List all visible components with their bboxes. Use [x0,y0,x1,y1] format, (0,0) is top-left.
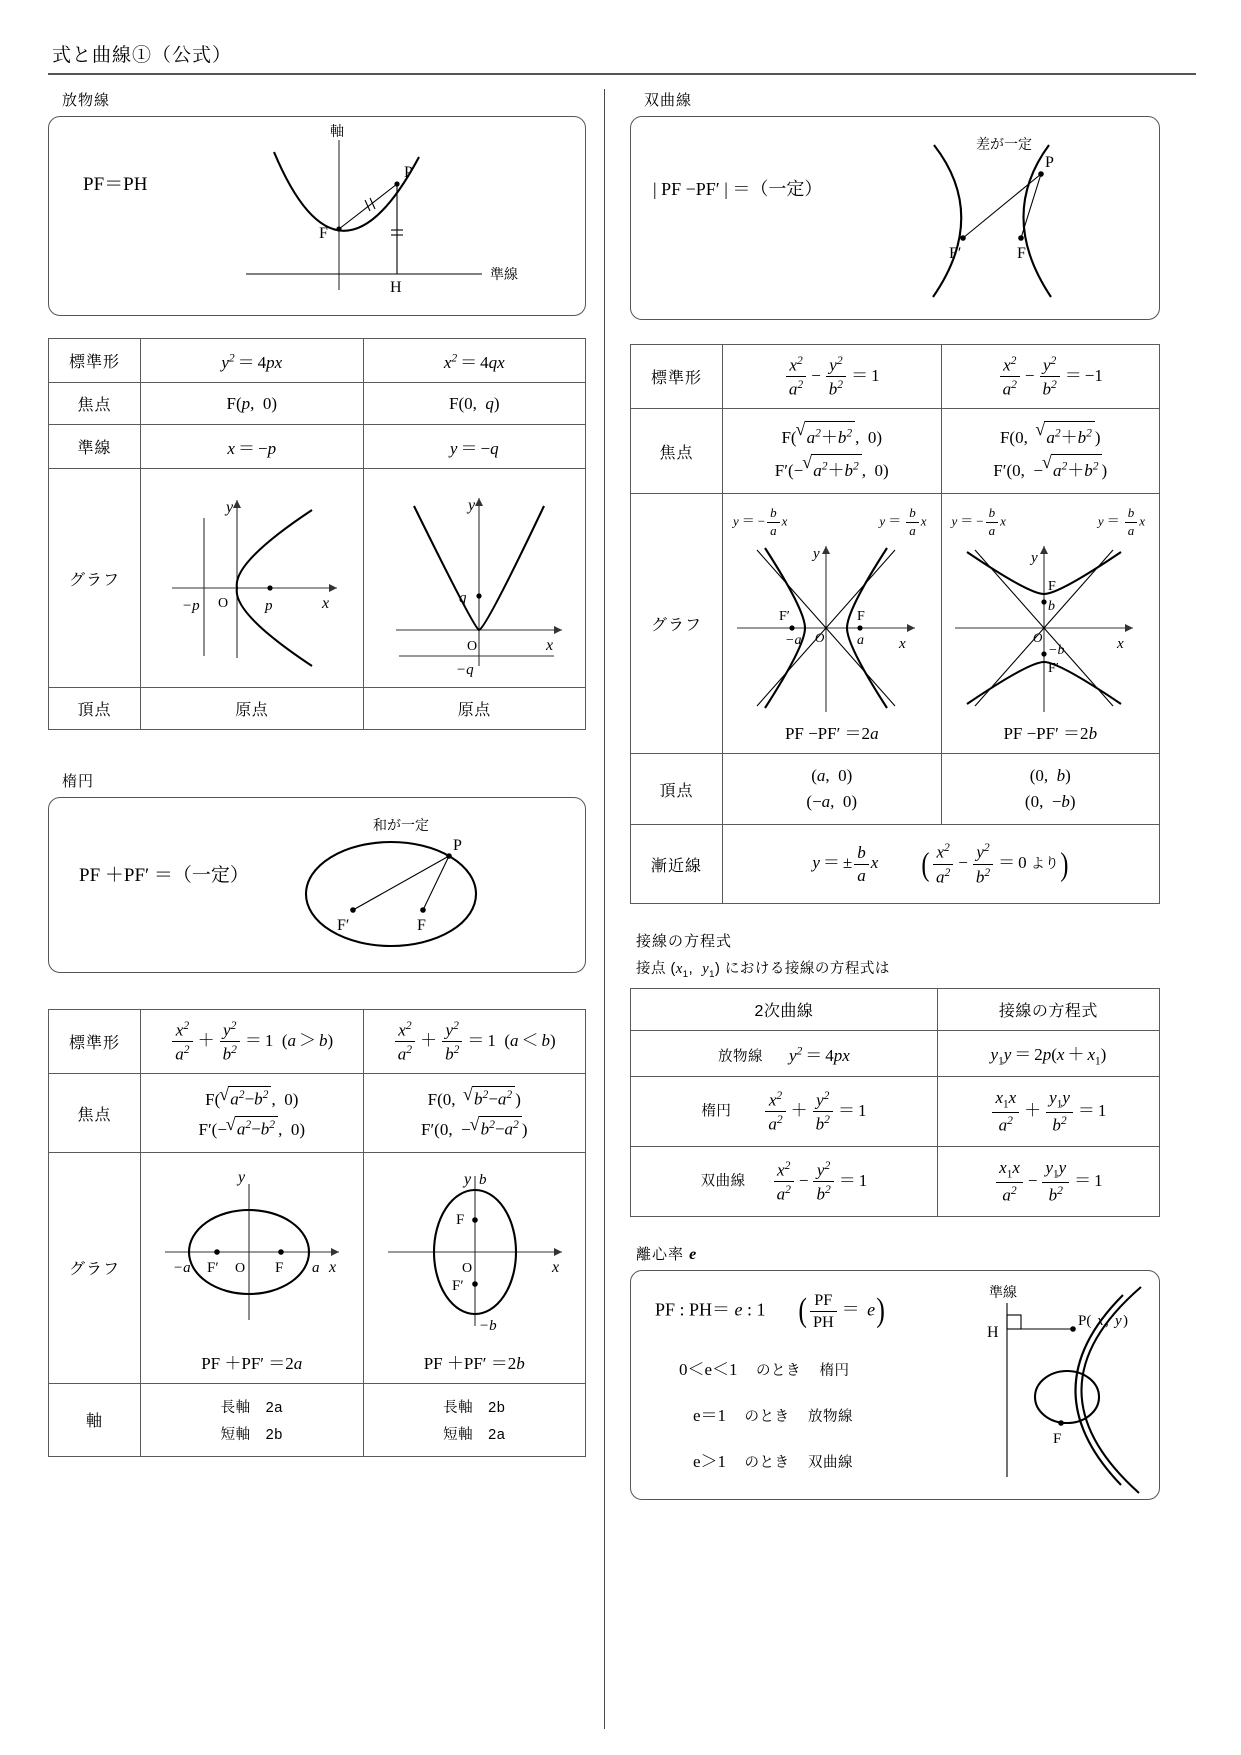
eccentricity-box [630,1270,1160,1500]
tangent-curve-name-ellipse: 楕円 [701,1103,732,1120]
svg-text:F′: F′ [451,1277,464,1294]
svg-text:x: x [321,595,329,612]
tangent-curve-hyperbola: 双曲線 $\frac{x^2}{a^2}$ − $\frac{y^2}{b^2}$ ＝ 1 [631,1147,938,1217]
tangent-curve-name-hyperbola: 双曲線 [700,1173,746,1190]
svg-text:): ) [1123,1313,1128,1330]
section-label-hyperbola: 双曲線 [644,92,693,109]
hyperbola-asymptote-label-pos-left: y ＝ $\frac{b}{a}$ x [879,504,927,538]
parabola-directrix-right: y ＝ −q [363,425,586,469]
parabola-vertex-right: 原点 [363,688,586,730]
svg-text:F′: F′ [337,917,350,934]
svg-text:F: F [1053,1431,1062,1448]
right-column [604,89,1160,1729]
ellipse-foci-right: F(0, √ $b^2-a^2$ ) F′(0, − √ $b^2-a^2$ ) [363,1074,586,1152]
parabola-graph-left [141,469,364,688]
row-head-vertex: 頂点 [49,688,141,730]
tangent-eq-hyperbola: $\frac{x_1x}{a^2}$ − $\frac{y_1y}{b^2}$ ＝ 1 [937,1147,1159,1217]
hyperbola-vertices-left: (a, 0) (−a, 0) [723,754,942,825]
svg-text:−a: −a [784,632,802,648]
ellipse-minor-axis-left: 短軸 2b [220,1426,283,1443]
svg-text:差が一定: 差が一定 [976,136,1032,152]
ellipse-graph-left-svg [149,1162,354,1337]
title-divider [48,73,1196,75]
svg-text:x: x [1097,1313,1104,1330]
ellipse-minor-axis-right: 短軸 2a [443,1426,506,1443]
hyperbola-graph-caption-right: PF −PF′ ＝2b [1003,723,1098,743]
svg-text:F′: F′ [207,1259,219,1276]
eccentricity-ratio: PF : PH＝ e : 1 ( $\frac{PF}{PH}$ ＝ e) [655,1291,886,1331]
svg-text:F: F [455,1211,465,1228]
case-0-result: 楕円 [819,1363,850,1380]
row-head-focus: 焦点 [631,409,723,494]
hyperbola-graph-right [941,494,1160,754]
hyperbola-graph-caption-left: PF −PF′ ＝2a [784,723,879,743]
svg-text:y: y [1115,1313,1122,1330]
ellipse-definition-diagram [281,802,541,972]
row-head-graph: グラフ [631,494,723,754]
hyperbola-standard-right: $\frac{x^2}{a^2}$ − $\frac{y^2}{b^2}$ ＝ −1 [941,345,1160,409]
table-row [631,409,1160,494]
row-head-vertex: 頂点 [631,754,723,825]
ellipse-standard-right: $\frac{x^2}{a^2}$ ＋ $\frac{y^2}{b^2}$ ＝ 1 (a ＜ b) [363,1010,586,1074]
svg-text:P: P [404,164,413,181]
tangent-curve-ellipse: 楕円 $\frac{x^2}{a^2}$ ＋ $\frac{y^2}{b^2}$ ＝ 1 [631,1077,938,1147]
hyperbola-asymptote-label-neg-right: y ＝ − $\frac{b}{a}$ x [951,504,1006,538]
svg-text:O: O [235,1260,246,1276]
row-head-standard-form: 標準形 [49,1010,141,1074]
case-2-result: 双曲線 [808,1455,854,1472]
hyperbola-graph-left-svg [727,540,937,720]
svg-text:O: O [217,596,228,611]
table-row [631,1147,1160,1217]
tangent-header-equation: 接線の方程式 [937,988,1159,1030]
tangent-intro: 接点 ($x_1$, $y_1$) における接線の方程式は [636,960,890,980]
two-column-layout [48,89,1196,1729]
table-row [49,688,586,730]
ellipse-graph-left [141,1152,364,1383]
svg-text:和が一定: 和が一定 [373,817,429,833]
ellipse-axis-left [141,1383,364,1456]
left-column [48,89,604,1729]
svg-text:y: y [225,499,233,516]
tangent-eq-parabola: $y_1y = 2p(x + x_1)$ [937,1030,1159,1076]
ellipse-foci-left: F( √ $a^2-b^2$ , 0) F′(− √ $a^2-b^2$ , 0) [141,1074,364,1152]
svg-text:F′: F′ [949,245,962,262]
svg-text:軸: 軸 [330,123,344,139]
row-head-standard-form: 標準形 [49,339,141,383]
parabola-focus-left: F(p, 0) [141,383,364,425]
svg-text:P(: P( [1078,1313,1092,1330]
table-row [631,825,1160,903]
ellipse-major-axis-left: 長軸 2a [220,1399,283,1416]
svg-text:F: F [275,1259,284,1276]
svg-text:準線: 準線 [490,266,518,282]
hyperbola-foci-left: F( √ $a^2+b^2$ , 0) F′(− √ $a^2+b^2$ , 0) [723,409,942,494]
svg-text:F: F [1048,578,1057,594]
row-head-graph: グラフ [49,469,141,688]
svg-text:O: O [461,1260,472,1276]
case-1-word: のとき [744,1409,790,1426]
section-label-eccentricity: 離心率 e [636,1246,698,1264]
svg-text:x: x [329,1258,337,1276]
section-label-tangent: 接線の方程式 [636,932,733,950]
hyperbola-definition-box [630,116,1160,320]
tangent-curve-name-parabola: 放物線 [717,1048,763,1065]
svg-text:F: F [319,225,328,242]
svg-text:a: a [312,1259,320,1276]
svg-text:−a: −a [173,1259,191,1276]
svg-text:−b: −b [1048,642,1065,658]
table-row [631,345,1160,409]
eccentricity-case-1 [693,1401,853,1426]
case-0-word: のとき [756,1363,802,1380]
tangent-header-curve: 2次曲線 [631,988,938,1030]
svg-text:O: O [814,629,825,645]
svg-text:a: a [856,632,864,648]
table-row [49,1152,586,1383]
tangent-table [630,988,1160,1217]
row-head-standard-form: 標準形 [631,345,723,409]
hyperbola-definition-text: | PF −PF′ | ＝（一定） [653,179,823,199]
row-head-focus: 焦点 [49,383,141,425]
ellipse-graph-right [363,1152,586,1383]
svg-text:y: y [468,497,476,514]
svg-text:P: P [453,837,462,854]
svg-text:F′: F′ [778,608,790,624]
case-2-condition: e＞1 [693,1452,727,1472]
row-head-focus: 焦点 [49,1074,141,1152]
svg-text:,: , [1105,1313,1109,1330]
svg-text:H: H [390,279,402,296]
parabola-vertex-left: 原点 [141,688,364,730]
tangent-curve-parabola: 放物線 $y^2 = 4px$ [631,1030,938,1076]
table-row [49,1010,586,1074]
parabola-standard-right: $x^2 = 4qx$ [363,339,586,383]
eccentricity-label-text: 離心率 [636,1246,690,1264]
hyperbola-table [630,344,1160,904]
svg-text:x: x [546,637,554,654]
ellipse-graph-caption-right: PF ＋PF′ ＝2b [423,1353,525,1373]
parabola-definition-text: PF＝PH [83,174,148,195]
row-head-axis: 軸 [49,1383,141,1456]
parabola-focus-right: F(0, q) [363,383,586,425]
svg-text:x: x [1117,635,1124,652]
svg-text:y: y [1031,549,1038,566]
table-row [631,988,1160,1030]
case-1-condition: e＝1 [693,1406,727,1426]
hyperbola-asymptote-cell: y ＝ ± $\frac{b}{a}$ x ( $\frac{x^2}{a^2}$ − $\frac{y^2}{b^2}$ ＝ 0 より) [723,825,1160,903]
svg-text:b: b [1048,598,1056,614]
svg-text:−b: −b [478,1317,497,1334]
parabola-directrix-left: x ＝ −p [141,425,364,469]
section-label-parabola: 放物線 [62,92,111,109]
parabola-definition-box [48,116,586,316]
table-row [49,425,586,469]
table-row [631,1077,1160,1147]
hyperbola-standard-left: $\frac{x^2}{a^2}$ − $\frac{y^2}{b^2}$ ＝ 1 [723,345,942,409]
svg-text:y: y [812,545,820,562]
ellipse-definition-box [48,797,586,973]
table-row [49,339,586,383]
eccentricity-diagram [945,1277,1145,1497]
svg-text:b: b [478,1171,487,1188]
ellipse-standard-left: $\frac{x^2}{a^2}$ ＋ $\frac{y^2}{b^2}$ ＝ 1 (a ＞ b) [141,1010,364,1074]
ellipse-definition-text: PF ＋PF′ ＝（一定） [79,865,249,886]
svg-text:準線: 準線 [989,1284,1017,1301]
case-2-word: のとき [744,1455,790,1472]
parabola-standard-left: $y^2 = 4px$ [141,339,364,383]
hyperbola-foci-right: F(0, √ $a^2+b^2$ ) F′(0, − √ $a^2+b^2$ ) [941,409,1160,494]
section-label-ellipse: 楕円 [62,773,95,790]
ellipse-graph-caption-left: PF ＋PF′ ＝2a [201,1353,303,1373]
table-row [49,1383,586,1456]
parabola-table [48,338,586,730]
svg-text:−p: −p [181,598,200,614]
eccentricity-case-2 [693,1447,853,1472]
hyperbola-graph-left [723,494,942,754]
svg-text:q: q [459,590,467,606]
table-row [631,494,1160,754]
svg-text:O: O [1033,629,1043,645]
hyperbola-graph-right-svg [945,540,1155,720]
svg-text:−q: −q [456,662,474,678]
parabola-graph-right-svg [374,478,574,678]
ellipse-major-axis-right: 長軸 2b [443,1399,506,1416]
case-0-condition: 0＜e＜1 [679,1360,738,1380]
svg-text:P: P [1045,154,1054,171]
table-row [49,1074,586,1152]
svg-text:x: x [551,1258,559,1276]
svg-text:O: O [467,639,478,654]
page-title: 式と曲線①（公式） [52,45,233,66]
svg-text:x: x [898,635,906,652]
svg-text:F′: F′ [1048,660,1060,676]
parabola-definition-diagram [234,122,534,312]
svg-text:y: y [238,1168,246,1186]
svg-text:F: F [856,608,865,624]
parabola-graph-left-svg [152,478,352,678]
row-head-directrix: 準線 [49,425,141,469]
case-1-result: 放物線 [808,1409,854,1426]
svg-text:H: H [987,1324,999,1342]
hyperbola-asymptote-label-pos-right: y ＝ $\frac{b}{a}$ x [1097,504,1145,538]
svg-text:F: F [417,917,426,934]
svg-text:F: F [1017,245,1026,262]
table-row [631,1030,1160,1076]
svg-text:y: y [463,1170,471,1188]
eccentricity-case-0 [679,1355,850,1380]
svg-text:p: p [264,598,273,614]
table-row [631,754,1160,825]
hyperbola-asymptote-label-neg-left: y ＝ − $\frac{b}{a}$ x [733,504,788,538]
ellipse-table [48,1009,586,1457]
tangent-eq-ellipse: $\frac{x_1x}{a^2}$ ＋ $\frac{y_1y}{b^2}$ ＝ 1 [937,1077,1159,1147]
row-head-graph: グラフ [49,1152,141,1383]
hyperbola-vertices-right: (0, b) (0, −b) [941,754,1160,825]
table-row [49,383,586,425]
ellipse-graph-right-svg [372,1162,577,1337]
parabola-graph-right [363,469,586,688]
table-row [49,469,586,688]
ellipse-axis-right [363,1383,586,1456]
row-head-asymptote: 漸近線 [631,825,723,903]
hyperbola-definition-diagram [871,121,1121,321]
